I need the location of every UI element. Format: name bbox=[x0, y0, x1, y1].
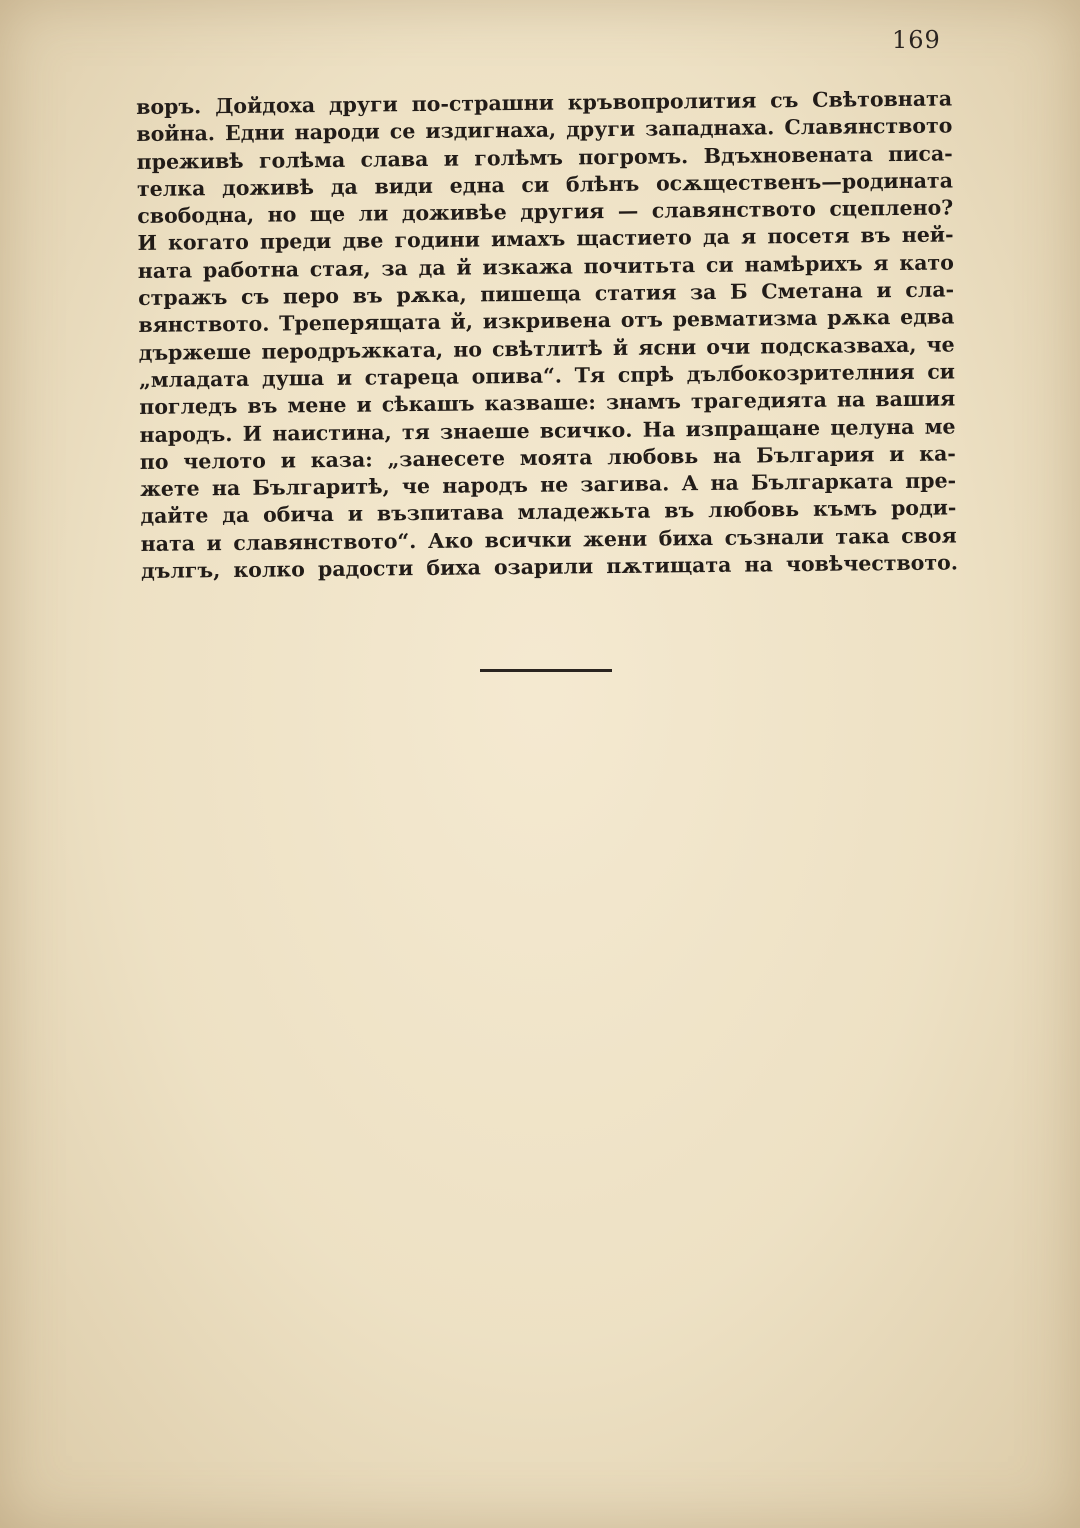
body-paragraph bbox=[136, 85, 957, 585]
text-line: свободна, но ще ли доживѣе другия — славянството сцеплено? bbox=[137, 195, 954, 229]
text-line: дайте да обича и възпитава младежьта въ любовь къмъ роди- bbox=[140, 495, 957, 529]
text-line: ната работна стая, за да й изкажа почитьта си намѣрихъ я като bbox=[137, 250, 954, 283]
text-line: стражъ съ перо въ рѫка, пишеща статия за Б Сметана и сла- bbox=[138, 277, 955, 311]
section-divider-rule bbox=[480, 669, 612, 672]
text-line: ната и славянството“. Ако всички жени биха съзнали така своя bbox=[140, 523, 957, 556]
text-line: воръ. Дойдоха други по-страшни кръвопролития съ Свѣтовната bbox=[136, 86, 953, 119]
page-number: 169 bbox=[892, 26, 941, 54]
text-line: преживѣ голѣма слава и голѣмъ погромъ. Вдъхновената писа- bbox=[136, 141, 953, 174]
text-line: по челото и каза: „занесете моята любовь на България и ка- bbox=[139, 441, 956, 474]
text-line: народъ. И наистина, тя знаеше всичко. На изпращане целуна ме bbox=[139, 413, 956, 447]
text-line: погледъ въ мене и сѣкашъ казваше: знамъ трагедията на вашия bbox=[139, 386, 956, 420]
text-line: война. Едни народи се издигнаха, други западнаха. Славянството bbox=[136, 113, 953, 147]
text-line: вянството. Треперящата й, изкривена отъ ревматизма рѫка едва bbox=[138, 304, 955, 338]
text-line: държеше перодръжката, но свѣтлитѣ й ясни очи подсказваха, че bbox=[138, 332, 955, 365]
text-line: телка доживѣ да види една си блѣнъ осѫщественъ—родината bbox=[136, 168, 954, 201]
text-line: дългъ, колко радости биха озарили пѫтищата на човѣчеството. bbox=[140, 550, 959, 584]
text-line: И когато преди две години имахъ щастието да я посетя въ ней- bbox=[137, 222, 954, 256]
text-line: „младата душа и стареца опива“. Тя спрѣ дълбокозрителния си bbox=[138, 359, 956, 392]
text-line: жете на Българитѣ, че народъ не загива. А на Българката пре- bbox=[140, 468, 957, 502]
